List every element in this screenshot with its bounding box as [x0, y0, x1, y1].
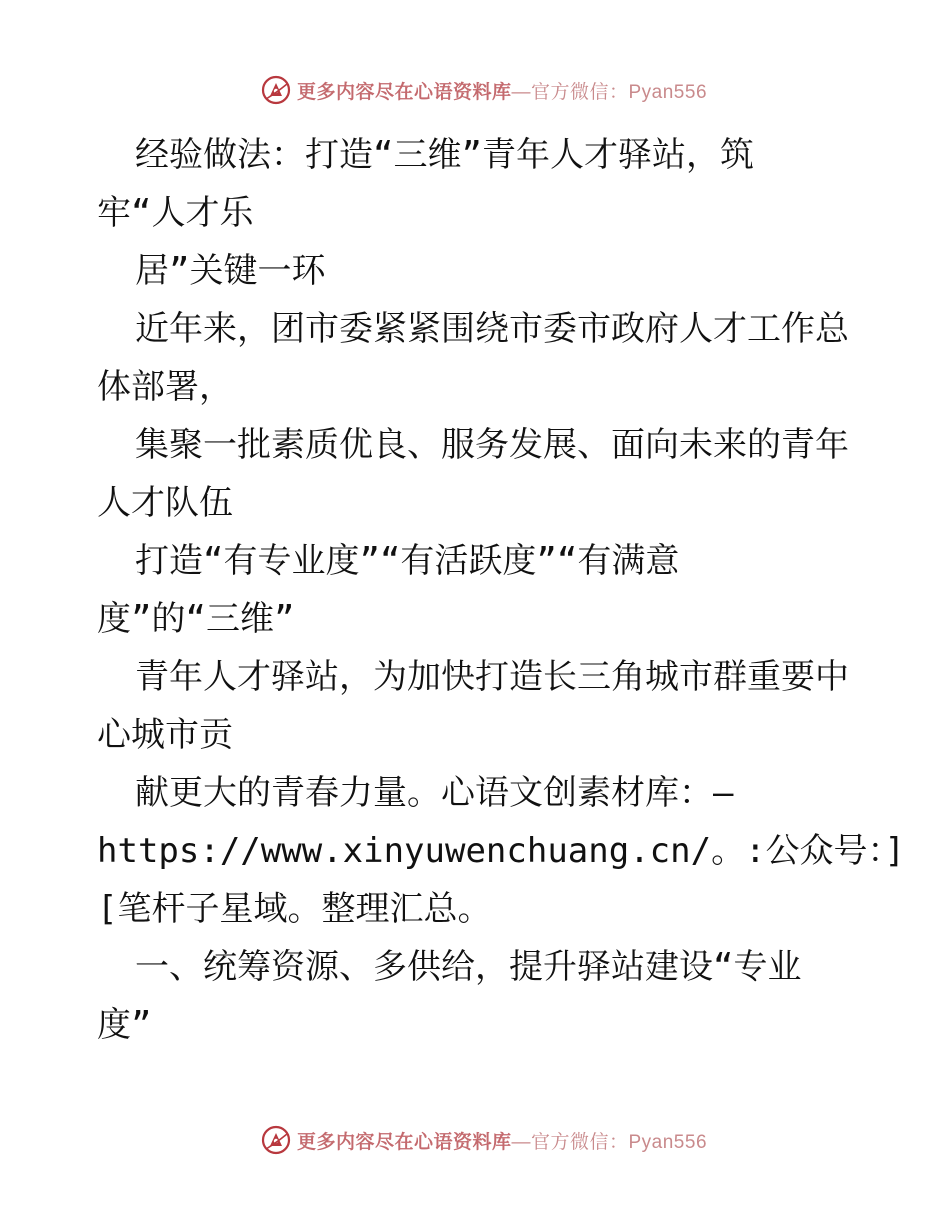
body-line-heading: 一、统筹资源、多供给，提升驿站建设“专业 [135, 947, 802, 987]
header-banner-official: 官方微信： [530, 81, 629, 103]
body-line: 心城市贡 [97, 715, 233, 755]
body-line: 人才队伍 [97, 483, 233, 523]
body-line: 青年人才驿站，为加快打造长三角城市群重要中 [135, 657, 849, 697]
body-line: 牢“人才乐 [97, 193, 254, 233]
footer-banner-main: 更多内容尽在心语资料库 [296, 1131, 512, 1153]
footer-banner-official: 官方微信： [530, 1131, 629, 1153]
footer-banner-id: Pyan556 [628, 1131, 708, 1153]
document-body [97, 126, 906, 1054]
body-line: [笔杆子星域。整理汇总。 [97, 889, 492, 929]
header-banner-dash: — [511, 81, 531, 103]
header-banner-main: 更多内容尽在心语资料库 [296, 81, 512, 103]
header-banner-inner [261, 75, 707, 105]
footer-banner-inner [261, 1125, 707, 1155]
body-line: 体部署， [97, 367, 233, 407]
body-line: 打造“有专业度”“有活跃度”“有满意 [135, 541, 680, 581]
body-line: 经验做法：打造“三维”青年人才驿站，筑 [135, 135, 754, 175]
pen-nib-logo-icon [261, 1125, 291, 1155]
header-banner-id: Pyan556 [628, 81, 708, 103]
body-line-url: https://www.xinyuwenchuang.cn/。:公众号：] [97, 831, 906, 871]
body-line: 献更大的青春力量。心语文创素材库：— [135, 773, 734, 813]
body-line: 居”关键一环 [135, 251, 326, 291]
footer-banner-dash: — [511, 1131, 531, 1153]
footer-banner-text [297, 1127, 707, 1154]
body-line: 近年来，团市委紧紧围绕市委市政府人才工作总 [135, 309, 849, 349]
header-banner-text [297, 77, 707, 104]
body-line: 度”的“三维” [97, 599, 295, 639]
header-banner [0, 70, 950, 110]
footer-banner [0, 1120, 950, 1160]
body-line: 集聚一批素质优良、服务发展、面向未来的青年 [135, 425, 849, 465]
pen-nib-logo-icon [261, 75, 291, 105]
body-line: 度” [97, 1005, 152, 1045]
